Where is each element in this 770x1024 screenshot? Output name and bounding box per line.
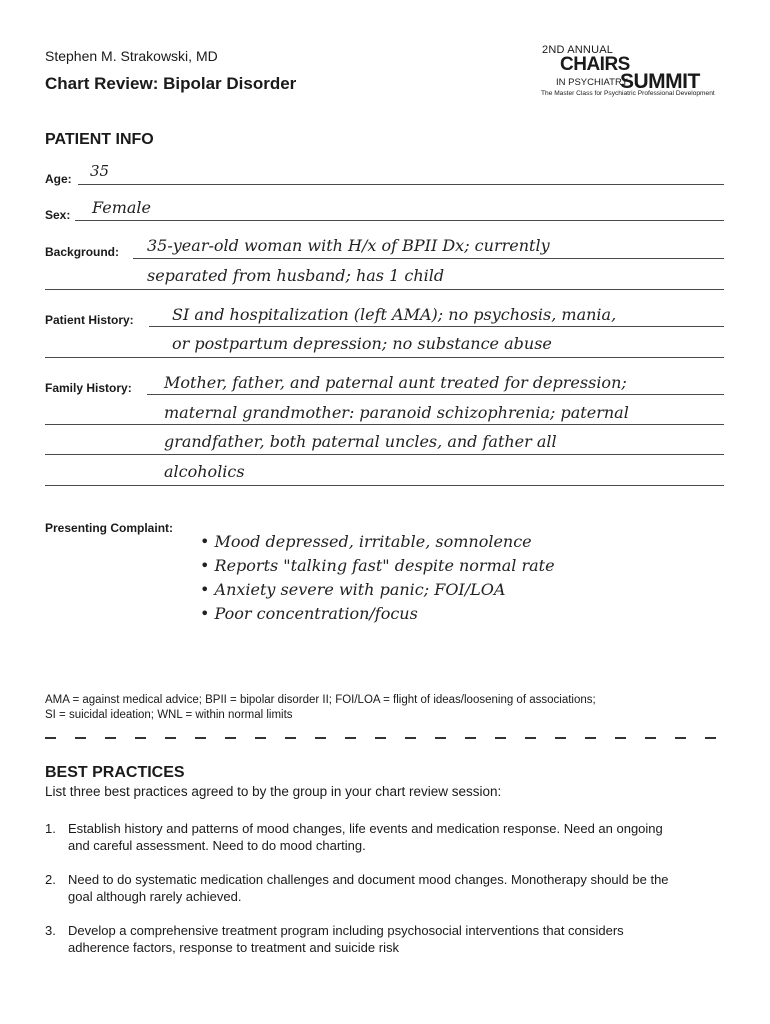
abbreviations-line-1: AMA = against medical advice; BPII = bipolar disorder II; FOI/LOA = flight of ideas/loosening of associations; xyxy=(45,694,596,706)
family-history-line-2: maternal grandmother: paranoid schizophrenia; paternal xyxy=(164,403,629,422)
patient-history-label: Patient History: xyxy=(45,313,134,327)
dashed-divider xyxy=(45,737,725,739)
background-line-2: separated from husband; has 1 child xyxy=(147,266,445,285)
logo-line-2: CHAIRS xyxy=(560,54,630,75)
best-practice-text: goal although rarely achieved. xyxy=(68,889,242,904)
age-label: Age: xyxy=(45,172,72,186)
family-history-rule-4 xyxy=(45,485,724,486)
abbreviations-line-2: SI = suicidal ideation; WNL = within normal limits xyxy=(45,709,293,721)
document-title: Chart Review: Bipolar Disorder xyxy=(45,74,297,93)
best-practice-number: 2. xyxy=(45,872,56,887)
family-history-rule-1 xyxy=(147,394,724,395)
complaint-item: • Mood depressed, irritable, somnolence xyxy=(200,532,532,551)
patient-history-line-2: or postpartum depression; no substance abuse xyxy=(172,334,552,353)
complaint-item: • Poor concentration/focus xyxy=(200,604,418,623)
sex-value: Female xyxy=(92,198,151,217)
best-practice-text: Develop a comprehensive treatment program including psychosocial interventions that considers xyxy=(68,923,624,938)
best-practices-heading: BEST PRACTICES xyxy=(45,764,185,781)
complaint-item: • Reports "talking fast" despite normal rate xyxy=(200,556,555,575)
best-practice-number: 1. xyxy=(45,821,56,836)
best-practice-text: Establish history and patterns of mood changes, life events and medication response. Need an ongoing xyxy=(68,821,663,836)
family-history-rule-2 xyxy=(45,424,724,425)
best-practice-text: and careful assessment. Need to do mood charting. xyxy=(68,838,366,853)
logo-tagline: The Master Class for Psychiatric Professional Development xyxy=(541,90,715,97)
best-practice-text: Need to do systematic medication challenges and document mood changes. Monotherapy should be the xyxy=(68,872,669,887)
background-rule-1 xyxy=(133,258,724,259)
family-history-line-3: grandfather, both paternal uncles, and father all xyxy=(164,432,557,451)
best-practice-text: adherence factors, response to treatment and suicide risk xyxy=(68,940,399,955)
best-practices-intro: List three best practices agreed to by the group in your chart review session: xyxy=(45,784,502,799)
presenting-complaint-label: Presenting Complaint: xyxy=(45,521,174,535)
patient-history-rule-2 xyxy=(45,357,724,358)
logo-line-3: IN PSYCHIATRY xyxy=(556,77,628,88)
complaint-item: • Anxiety severe with panic; FOI/LOA xyxy=(200,580,506,599)
family-history-label: Family History: xyxy=(45,381,132,395)
summit-logo xyxy=(540,44,730,100)
logo-line-1: 2ND ANNUAL xyxy=(542,44,614,56)
patient-info-heading: PATIENT INFO xyxy=(45,131,154,148)
presenting-complaint-list xyxy=(200,530,555,626)
age-line xyxy=(78,184,724,185)
family-history-line-4: alcoholics xyxy=(164,462,245,481)
age-value: 35 xyxy=(90,162,110,180)
background-line-1: 35-year-old woman with H/x of BPII Dx; currently xyxy=(147,236,550,255)
family-history-line-1: Mother, father, and paternal aunt treated for depression; xyxy=(164,373,627,392)
family-history-rule-3 xyxy=(45,454,724,455)
background-label: Background: xyxy=(45,245,120,259)
logo-line-4: SUMMIT xyxy=(620,70,700,93)
sex-line xyxy=(75,220,724,221)
patient-history-rule-1 xyxy=(149,326,724,327)
best-practice-number: 3. xyxy=(45,923,56,938)
background-rule-2 xyxy=(45,289,724,290)
patient-history-line-1: SI and hospitalization (left AMA); no psychosis, mania, xyxy=(172,305,617,324)
sex-label: Sex: xyxy=(45,208,71,222)
abbreviations-note xyxy=(45,693,735,723)
author-name: Stephen M. Strakowski, MD xyxy=(45,48,218,64)
